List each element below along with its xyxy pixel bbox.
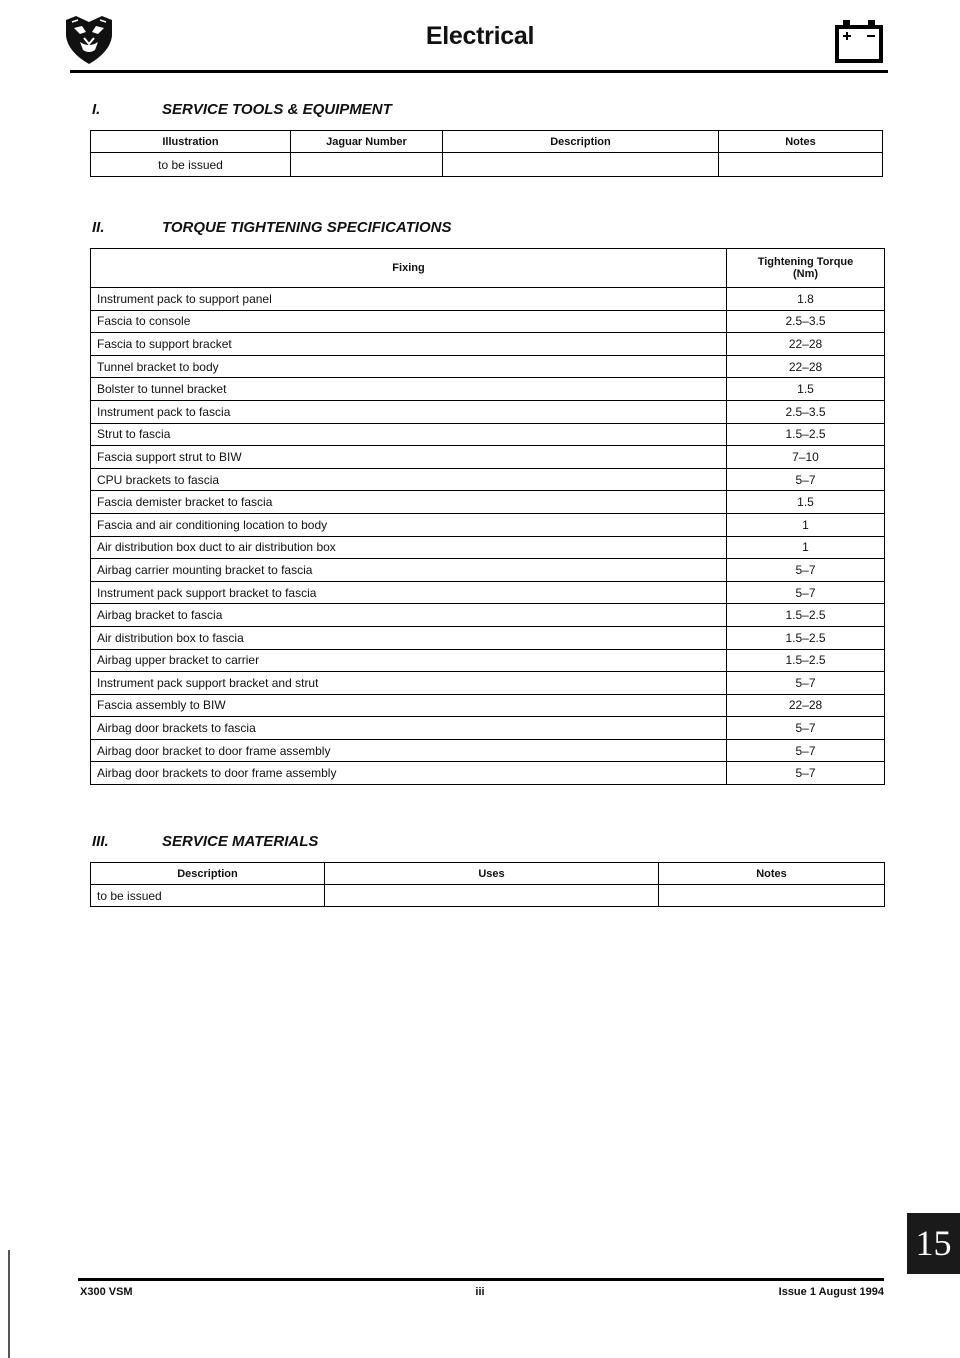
torque-cell: 5–7 [727, 468, 885, 491]
fixing-cell: Instrument pack support bracket to fascia [91, 581, 727, 604]
table-row [91, 559, 885, 582]
table-row [91, 310, 885, 333]
fixing-cell: Air distribution box to fascia [91, 626, 727, 649]
table-row [91, 694, 885, 717]
torque-cell: 1.8 [727, 288, 885, 311]
table-header-row [91, 863, 885, 885]
table-cell [291, 153, 443, 177]
table-row [91, 604, 885, 627]
fixing-cell: Instrument pack to support panel [91, 288, 727, 311]
fixing-cell: Fascia and air conditioning location to body [91, 513, 727, 536]
service-tools-table [90, 130, 883, 177]
table-cell [719, 153, 883, 177]
col-description: Description [443, 131, 719, 153]
section-1-heading [92, 101, 392, 118]
table-header-row [91, 131, 883, 153]
fixing-cell: Airbag bracket to fascia [91, 604, 727, 627]
col-notes: Notes [719, 131, 883, 153]
battery-icon [834, 18, 884, 64]
table-row [91, 513, 885, 536]
table-row [91, 378, 885, 401]
torque-cell: 5–7 [727, 717, 885, 740]
col-description: Description [91, 863, 325, 885]
table-cell: to be issued [91, 153, 291, 177]
section-2-title: TORQUE TIGHTENING SPECIFICATIONS [162, 219, 452, 236]
table-row [91, 626, 885, 649]
fixing-cell: Air distribution box duct to air distribution box [91, 536, 727, 559]
col-illustration: Illustration [91, 131, 291, 153]
torque-table [90, 248, 885, 785]
table-row [91, 153, 883, 177]
torque-cell: 1.5–2.5 [727, 649, 885, 672]
col-fixing: Fixing [91, 249, 727, 288]
fixing-cell: Fascia to console [91, 310, 727, 333]
table-row [91, 355, 885, 378]
torque-cell: 22–28 [727, 355, 885, 378]
torque-cell: 2.5–3.5 [727, 310, 885, 333]
torque-cell: 22–28 [727, 333, 885, 356]
section-3-heading [92, 833, 318, 850]
section-3-number: III. [92, 833, 109, 850]
fixing-cell: Airbag door bracket to door frame assembly [91, 739, 727, 762]
fixing-cell: Tunnel bracket to body [91, 355, 727, 378]
table-row [91, 400, 885, 423]
col-uses: Uses [325, 863, 659, 885]
fixing-cell: Airbag door brackets to fascia [91, 717, 727, 740]
page-number: iii [475, 1286, 485, 1298]
section-2-heading [92, 219, 451, 236]
fixing-cell: Airbag upper bracket to carrier [91, 649, 727, 672]
table-cell: to be issued [91, 885, 325, 907]
section-2-number: II. [92, 219, 105, 236]
fixing-cell: Airbag carrier mounting bracket to fascia [91, 559, 727, 582]
col-torque-label: Tightening Torque [757, 256, 854, 268]
fixing-cell: Bolster to tunnel bracket [91, 378, 727, 401]
torque-cell: 1.5 [727, 491, 885, 514]
table-cell [659, 885, 885, 907]
fixing-cell: Fascia support strut to BIW [91, 446, 727, 469]
fixing-cell: Fascia demister bracket to fascia [91, 491, 727, 514]
torque-cell: 2.5–3.5 [727, 400, 885, 423]
torque-cell: 1.5–2.5 [727, 604, 885, 627]
table-row [91, 333, 885, 356]
torque-cell: 1 [727, 536, 885, 559]
table-header-row [91, 249, 885, 288]
fixing-cell: Airbag door brackets to door frame assembly [91, 762, 727, 785]
torque-cell: 5–7 [727, 559, 885, 582]
fixing-cell: Instrument pack to fascia [91, 400, 727, 423]
fixing-cell: Fascia to support bracket [91, 333, 727, 356]
table-row [91, 762, 885, 785]
table-row [91, 581, 885, 604]
table-row [91, 288, 885, 311]
table-row [91, 717, 885, 740]
torque-cell: 5–7 [727, 739, 885, 762]
section-1-number: I. [92, 101, 101, 118]
table-row [91, 885, 885, 907]
section-1-title: SERVICE TOOLS & EQUIPMENT [162, 101, 392, 118]
service-materials-table [90, 862, 885, 907]
table-row [91, 536, 885, 559]
page-title: Electrical [425, 22, 535, 50]
table-row [91, 423, 885, 446]
table-row [91, 468, 885, 491]
table-cell [325, 885, 659, 907]
chapter-tab: 15 [907, 1213, 960, 1274]
table-row [91, 491, 885, 514]
torque-cell: 1.5–2.5 [727, 423, 885, 446]
fixing-cell: CPU brackets to fascia [91, 468, 727, 491]
col-jaguar-number: Jaguar Number [291, 131, 443, 153]
table-row [91, 739, 885, 762]
table-row [91, 446, 885, 469]
header-rule [70, 70, 888, 73]
table-row [91, 672, 885, 695]
torque-cell: 7–10 [727, 446, 885, 469]
col-notes: Notes [659, 863, 885, 885]
table-row [91, 649, 885, 672]
torque-cell: 5–7 [727, 672, 885, 695]
col-torque-unit: (Nm) [792, 268, 819, 280]
footer-issue-date: Issue 1 August 1994 [778, 1286, 884, 1298]
col-tightening-torque [727, 249, 885, 288]
fixing-cell: Fascia assembly to BIW [91, 694, 727, 717]
footer-rule [78, 1278, 884, 1281]
torque-cell: 1.5–2.5 [727, 626, 885, 649]
fixing-cell: Strut to fascia [91, 423, 727, 446]
table-cell [443, 153, 719, 177]
section-3-title: SERVICE MATERIALS [162, 833, 319, 850]
torque-cell: 5–7 [727, 762, 885, 785]
torque-cell: 1.5 [727, 378, 885, 401]
margin-line [8, 1250, 10, 1358]
footer-doc-code: X300 VSM [80, 1286, 133, 1298]
torque-cell: 5–7 [727, 581, 885, 604]
torque-cell: 22–28 [727, 694, 885, 717]
fixing-cell: Instrument pack support bracket and strut [91, 672, 727, 695]
torque-cell: 1 [727, 513, 885, 536]
